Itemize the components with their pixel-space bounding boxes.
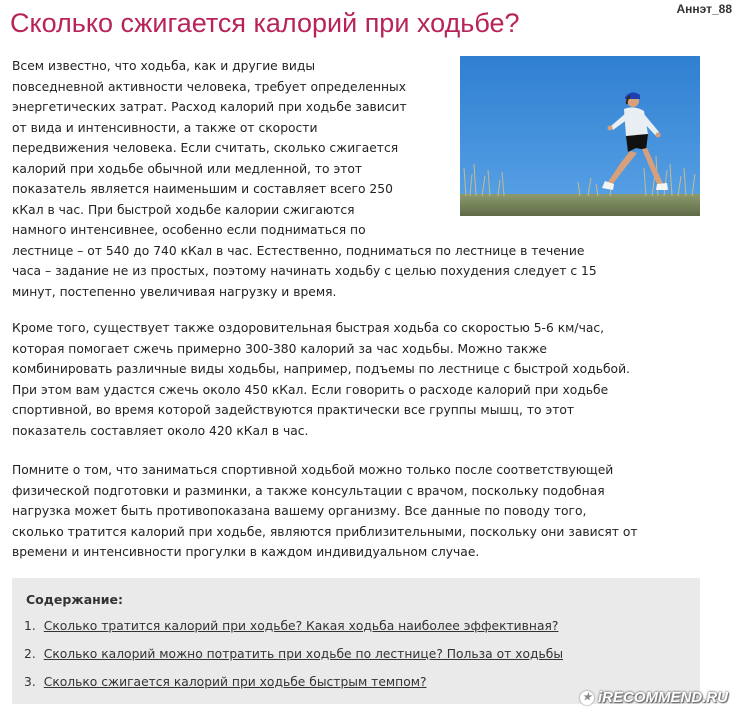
page-title: Сколько сжигается калорий при ходьбе? bbox=[10, 8, 520, 38]
recommend-logo-icon: ★ bbox=[580, 691, 594, 705]
text-line: При этом вам удастся сжечь около 450 кКал. Если говорить о расходе калорий при ходьбе bbox=[12, 382, 609, 397]
text-line: сколько тратится калорий при ходьбе, являются приблизительными, поскольку они зависят от bbox=[12, 524, 638, 539]
contents-link-3[interactable]: Сколько сжигается калорий при ходьбе быстрым темпом? bbox=[43, 675, 427, 689]
article-paragraph-3 bbox=[12, 460, 638, 563]
text-line: минут, постепенно увеличивая нагрузку и время. bbox=[12, 284, 337, 299]
text-line: спортивной, во время которой задействуются практически все группы мышц, то этот bbox=[12, 403, 575, 417]
text-line: Всем известно, что ходьба, как и другие виды bbox=[12, 59, 316, 73]
contents-heading: Содержание: bbox=[26, 592, 124, 607]
contents-item-number: 3. bbox=[24, 675, 36, 689]
text-line: передвижения человека. Если считать, сколько сжигается bbox=[12, 141, 399, 155]
watermark-text: iRECOMMEND.RU bbox=[598, 689, 728, 706]
irecommend-watermark bbox=[580, 689, 728, 706]
text-line: времени и интенсивности прогулки в каждом индивидуальном случае. bbox=[12, 545, 480, 559]
text-line: кКал в час. При быстрой ходьбе калории сжигаются bbox=[12, 202, 355, 217]
text-line: Помните о том, что заниматься спортивной ходьбой можно только после соответствующей bbox=[12, 463, 614, 477]
text-line: физической подготовки и разминки, а также консультации с врачом, поскольку подобная bbox=[12, 483, 605, 498]
author-name[interactable]: Аннэт_88 bbox=[676, 2, 732, 16]
contents-item-number: 2. bbox=[24, 647, 36, 661]
text-line: комбинировать различные виды ходьбы, например, подъемы по лестнице с быстрой ходьбой. bbox=[12, 362, 630, 376]
text-line: энергетических затрат. Расход калорий при ходьбе зависит bbox=[12, 100, 407, 114]
text-line: лестнице – от 540 до 740 кКал в час. Естественно, подниматься по лестнице в течение bbox=[12, 243, 585, 258]
text-line: калорий при ходьбе обычной или медленной, то этот bbox=[12, 161, 363, 176]
contents-item-2 bbox=[24, 647, 563, 661]
text-line: Кроме того, существует также оздоровительная быстрая ходьба со скоростью 5-6 км/час, bbox=[12, 321, 605, 335]
text-line: показатель составляет около 420 кКал в час. bbox=[12, 423, 309, 438]
text-line: которая помогает сжечь примерно 300-380 калорий за час ходьбы. Можно также bbox=[12, 341, 547, 356]
contents-item-number: 1. bbox=[24, 619, 36, 633]
text-line: намного интенсивнее, особенно если подниматься по bbox=[12, 223, 366, 237]
article-paragraph-1 bbox=[12, 56, 597, 302]
contents-item-1 bbox=[24, 619, 558, 633]
article-paragraph-2 bbox=[12, 318, 630, 441]
table-of-contents bbox=[12, 578, 700, 704]
text-line: повседневной активности человека, требует определенных bbox=[12, 79, 407, 94]
text-line: показатель является наименьшим и составляет всего 250 bbox=[12, 182, 393, 196]
contents-link-2[interactable]: Сколько калорий можно потратить при ходьбе по лестнице? Польза от ходьбы bbox=[43, 647, 564, 661]
contents-item-3 bbox=[24, 675, 427, 689]
text-line: нагрузка может быть противопоказана вашему организму. Все данные по поводу того, bbox=[12, 504, 587, 518]
text-line: от вида и интенсивности, а также от скорости bbox=[12, 120, 318, 135]
text-line: часа – задание не из простых, поэтому начинать ходьбу с целью похудения следует с 15 bbox=[12, 264, 597, 278]
contents-link-1[interactable]: Сколько тратится калорий при ходьбе? Какая ходьба наиболее эффективная? bbox=[43, 619, 559, 633]
